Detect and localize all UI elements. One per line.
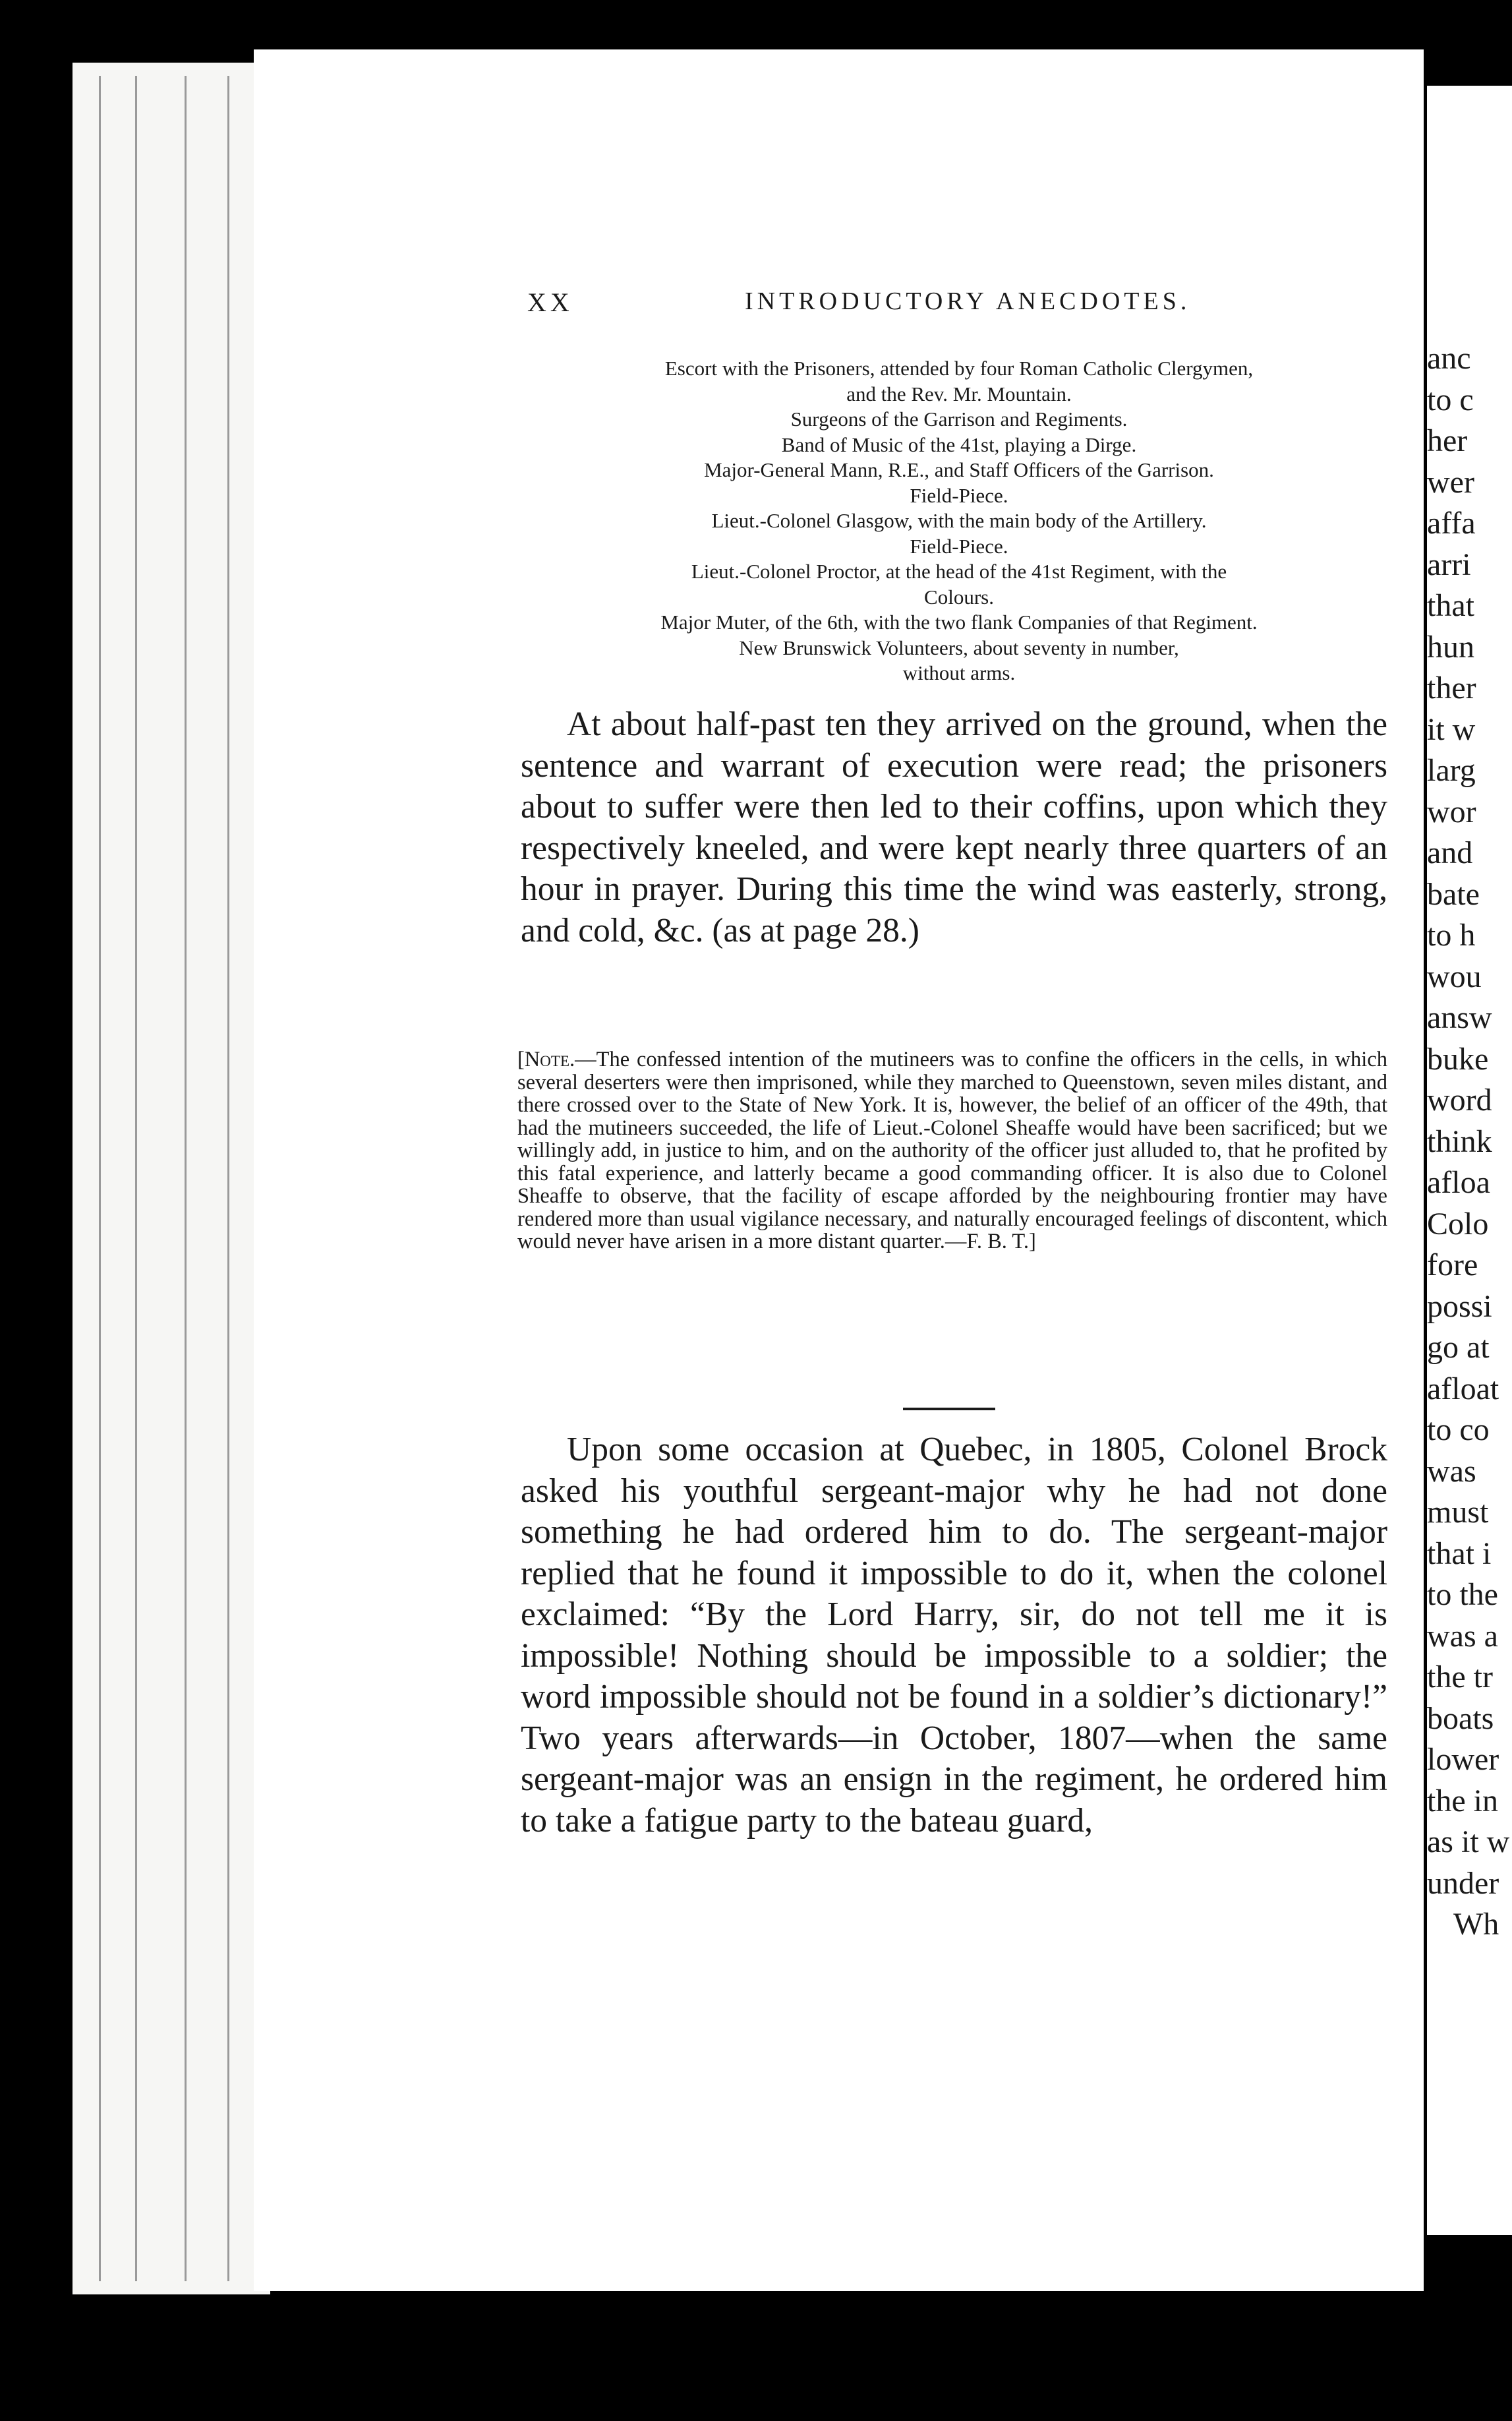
section-divider (903, 1408, 995, 1410)
facing-page-line: wor (1427, 794, 1476, 829)
facing-page-line: to h (1427, 918, 1476, 953)
facing-page-line: word (1427, 1083, 1492, 1118)
procession-line: Field-Piece. (910, 534, 1008, 558)
facing-page-line: go at (1427, 1330, 1490, 1365)
facing-page-line: must (1427, 1495, 1489, 1530)
facing-page-line: it w (1427, 711, 1476, 747)
page-number: XX (527, 287, 573, 317)
facing-page-line: was (1427, 1453, 1476, 1489)
facing-page-line: was a (1427, 1618, 1498, 1654)
procession-line: Major Muter, of the 6th, with the two flank Companies of that Regiment. (660, 611, 1258, 634)
facing-page-line: fore (1427, 1247, 1478, 1282)
facing-page-line: to c (1427, 382, 1474, 417)
facing-page-line: the tr (1427, 1659, 1493, 1694)
procession-line: Lieut.-Colonel Glasgow, with the main body of the Artillery. (711, 509, 1207, 532)
facing-page-line: bate (1427, 876, 1480, 912)
body-paragraph: Upon some occasion at Quebec, in 1805, Colonel Brock asked his youthful sergeant-major why he had not done something he had ordered him to do. The sergeant-major replied that he found it impossible to do it, when the colonel exclaimed: “By the Lord Harry, sir, do not tell me it is impossible! Nothing should be impossible to a soldier; the word impossible should not be found in a soldier’s dictionary!” Two years afterwards—in October, 1807—when the same sergeant-major was an ensign in the regiment, he ordered him to take a fatigue party to the bateau guard, (521, 1431, 1387, 1839)
procession-line: Lieut.-Colonel Proctor, at the head of the 41st Regiment, with the (691, 560, 1227, 583)
procession-line: Band of Music of the 41st, playing a Dirge. (781, 433, 1137, 456)
facing-page-line: larg (1427, 753, 1476, 788)
facing-page-line: think (1427, 1123, 1492, 1159)
facing-page-fragment (1427, 86, 1512, 2235)
running-title: INTRODUCTORY ANECDOTES. (745, 287, 1191, 315)
facing-page-line: the in (1427, 1783, 1498, 1818)
procession-line: and the Rev. Mr. Mountain. (846, 382, 1072, 405)
facing-page-line: as it w (1427, 1824, 1510, 1859)
facing-page-line: affa (1427, 506, 1476, 541)
facing-page-line: under (1427, 1865, 1499, 1901)
procession-line: Surgeons of the Garrison and Regiments. (790, 407, 1128, 431)
facing-page-line: afloa (1427, 1165, 1490, 1200)
procession-line: Major-General Mann, R.E., and Staff Officers of the Garrison. (704, 458, 1214, 481)
page-edge-line (135, 76, 137, 2281)
procession-line: Colours. (924, 585, 994, 609)
procession-line: New Brunswick Volunteers, about seventy in number, (739, 636, 1179, 659)
facing-page-line: boats (1427, 1700, 1494, 1736)
body-paragraph: At about half-past ten they arrived on the ground, when the sentence and warrant of execution were read; the prisoners about to suffer were then led to their coffins, upon which they respectively kneeled, and were kept nearly three quarters of an hour in prayer. During this time the wind was easterly, strong, and cold, &c. (as at page 28.) (521, 705, 1387, 949)
facing-page-line: wer (1427, 464, 1474, 500)
facing-page-line: to co (1427, 1412, 1490, 1447)
procession-line: without arms. (902, 661, 1016, 684)
facing-page-line: Wh (1453, 1907, 1499, 1942)
footnote (517, 1048, 1387, 1253)
facing-page-line: that i (1427, 1536, 1492, 1571)
facing-page-line: to the (1427, 1577, 1498, 1612)
page-header (527, 287, 1384, 326)
page-edge-line (99, 76, 101, 2281)
facing-page-line: that (1427, 588, 1474, 623)
facing-page-line: answ (1427, 1000, 1492, 1035)
procession-line: Escort with the Prisoners, attended by four Roman Catholic Clergymen, (664, 357, 1254, 380)
facing-page-line: wou (1427, 959, 1482, 994)
facing-page-line: arri (1427, 547, 1471, 582)
facing-page-line: possi (1427, 1288, 1492, 1324)
page-stack-edges (73, 63, 270, 2294)
page-edge-line (227, 76, 229, 2281)
facing-page-line: her (1427, 423, 1468, 458)
facing-page-line: afloat (1427, 1371, 1499, 1406)
facing-page-line: lower (1427, 1742, 1499, 1777)
note-label: [Note. (517, 1048, 575, 1071)
facing-page-line: ther (1427, 671, 1476, 705)
facing-page-line: anc (1427, 341, 1471, 376)
procession-line: Field-Piece. (910, 483, 1008, 507)
facing-page-line: hun (1427, 629, 1474, 665)
procession-list (521, 356, 1397, 686)
page-edge-line (185, 76, 187, 2281)
facing-page-line: and (1427, 835, 1473, 870)
facing-page-line: buke (1427, 1041, 1489, 1077)
facing-page-line: Colo (1427, 1206, 1489, 1241)
note-text: —The confessed intention of the mutineers was to confine the officers in the cells, in which several deserters were then imprisoned, while they marched to Queenstown, seven miles distant, and there crossed over to the State of New York. It is, however, the belief of an officer of the 49th, that had the mutineers succeeded, the life of Lieut.-Colonel Sheaffe would have been sacrificed; but we willingly add, in justice to him, and on the authority of the officer just alluded to, that he profited by this fatal experience, and latterly became a good commanding officer. It is also due to Colonel Sheaffe to observe, that the facility of escape afforded by the neighbouring frontier may have rendered more than usual vigilance necessary, and naturally encouraged feelings of discontent, which would never have arisen in a more distant quarter.—F. B. T.] (517, 1048, 1387, 1253)
